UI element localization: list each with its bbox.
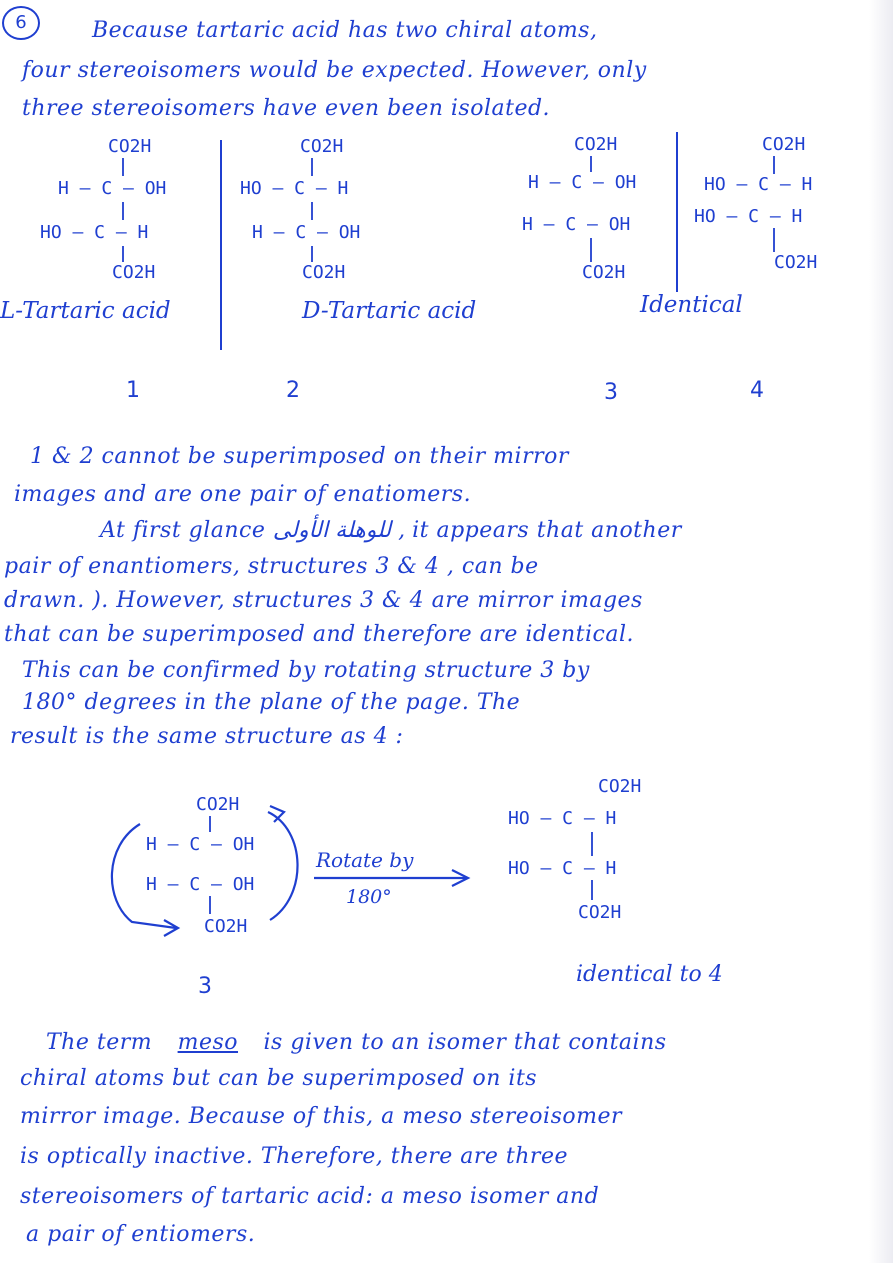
rot-right-row2: HO – C – H	[508, 858, 617, 879]
s3-row1: H – C – OH	[528, 172, 637, 193]
meso-term: meso	[177, 1030, 239, 1055]
rot-left-row1: H – C – OH	[146, 834, 255, 855]
meso-line-2: chiral atoms but can be superimposed on its	[20, 1066, 538, 1091]
meso-rest: is given to an isomer that contains	[263, 1030, 667, 1055]
body-line-3: At first glance للوهلة الأولى , it appears that another	[100, 518, 682, 543]
rotation-number-3: 3	[198, 974, 212, 999]
s2-bottom: CO2H	[302, 262, 346, 283]
s3-row2: H – C – OH	[522, 214, 631, 235]
s2-top: CO2H	[300, 136, 344, 157]
rot-left-top: CO2H	[196, 794, 240, 815]
body-line-6: that can be superimposed and therefore are identical.	[4, 622, 634, 647]
meso-line-4: is optically inactive. Therefore, there are three	[20, 1144, 568, 1169]
s3-bottom: CO2H	[582, 262, 626, 283]
number-4: 4	[750, 378, 764, 403]
rotate-label: Rotate by	[316, 848, 414, 872]
label-identical: Identical	[640, 292, 743, 318]
curve-bracket-left	[112, 824, 176, 928]
intro-line-3: three stereoisomers have even been isolated.	[22, 96, 551, 121]
body-line-4: pair of enantiomers, structures 3 & 4 , can be	[4, 554, 539, 579]
label-l-tartaric: L-Tartaric acid	[0, 298, 171, 324]
rot-right-row1: HO – C – H	[508, 808, 617, 829]
number-2: 2	[286, 378, 300, 403]
page-edge-shadow	[869, 0, 893, 1263]
s3-top: CO2H	[574, 134, 618, 155]
intro-line-1: Because tartaric acid has two chiral atoms,	[92, 18, 598, 43]
intro-line-2: four stereoisomers would be expected. However, only	[22, 58, 647, 83]
s4-bottom: CO2H	[774, 252, 818, 273]
rot-right-bottom: CO2H	[578, 902, 622, 923]
meso-line-1	[46, 1030, 667, 1055]
problem-number: 6	[2, 6, 40, 40]
s4-row2: HO – C – H	[694, 206, 803, 227]
number-3: 3	[604, 380, 618, 405]
rot-right-top: CO2H	[598, 776, 642, 797]
rotate-degrees: 180°	[346, 886, 392, 908]
label-d-tartaric: D-Tartaric acid	[302, 298, 477, 324]
body-line-2: images and are one pair of enatiomers.	[14, 482, 472, 507]
meso-lead: The term	[46, 1030, 153, 1055]
body-line-8: 180° degrees in the plane of the page. The	[22, 690, 521, 715]
body-line-9: result is the same structure as 4 :	[10, 724, 404, 749]
s2-row1: HO – C – H	[240, 178, 349, 199]
body-line-5: drawn. ). However, structures 3 & 4 are mirror images	[4, 588, 643, 613]
rot-left-bottom: CO2H	[204, 916, 248, 937]
s4-top: CO2H	[762, 134, 806, 155]
structure-bond-lines	[123, 156, 774, 914]
s1-top: CO2H	[108, 136, 152, 157]
curve-bracket-right	[268, 812, 298, 920]
s4-row1: HO – C – H	[704, 174, 813, 195]
s1-bottom: CO2H	[112, 262, 156, 283]
meso-line-5: stereoisomers of tartaric acid: a meso isomer and	[20, 1184, 600, 1209]
s1-row1: H – C – OH	[58, 178, 167, 199]
s2-row2: H – C – OH	[252, 222, 361, 243]
rotation-caption: identical to 4	[576, 962, 723, 987]
s1-row2: HO – C – H	[40, 222, 149, 243]
body-line-1: 1 & 2 cannot be superimposed on their mirror	[30, 444, 569, 469]
meso-line-3: mirror image. Because of this, a meso stereoisomer	[20, 1104, 623, 1129]
body-line-7: This can be confirmed by rotating structure 3 by	[22, 658, 590, 683]
number-1: 1	[126, 378, 140, 403]
meso-line-6: a pair of entiomers.	[26, 1222, 256, 1247]
rot-left-row2: H – C – OH	[146, 874, 255, 895]
